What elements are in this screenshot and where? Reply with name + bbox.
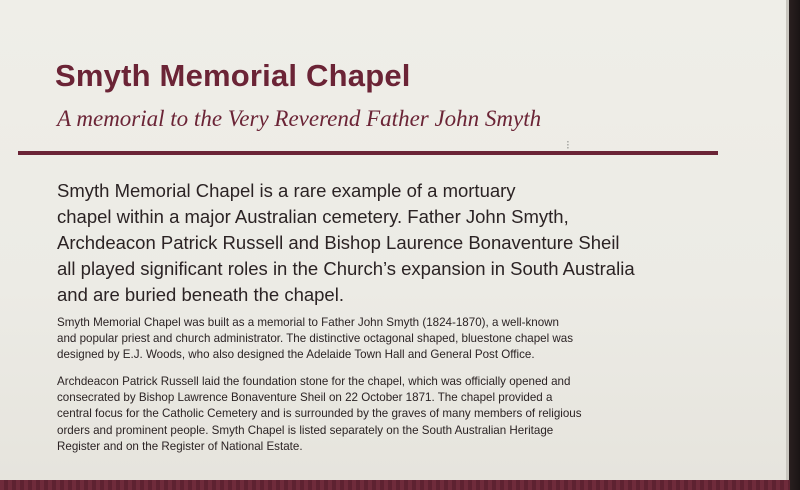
title-divider — [18, 151, 718, 155]
body-line: Smyth Memorial Chapel was built as a memorial to Father John Smyth (1824-1870), a well-known — [57, 316, 559, 329]
body-line: Register and on the Register of National Estate. — [57, 439, 303, 453]
sign-title: Smyth Memorial Chapel — [55, 58, 411, 93]
body-line: Archdeacon Patrick Russell laid the foundation stone for the chapel, which was officially opened and — [57, 375, 571, 388]
body-line: designed by E.J. Woods, who also designed the Adelaide Town Hall and General Post Office. — [57, 348, 535, 362]
body-line: and popular priest and church administrator. The distinctive octagonal shaped, bluestone chapel was — [57, 332, 574, 346]
lead-line: Archdeacon Patrick Russell and Bishop Laurence Bonaventure Sheil — [57, 232, 620, 253]
lead-line: all played significant roles in the Church’s expansion in South Australia — [57, 258, 635, 279]
body-paragraph-2 — [57, 374, 747, 455]
body-line: consecrated by Bishop Lawrence Bonaventure Sheil on 22 October 1871. The chapel provided a — [57, 391, 553, 405]
body-line: central focus for the Catholic Cemetery and is surrounded by the graves of many members of religious — [57, 407, 582, 421]
lead-line: chapel within a major Australian cemetery. Father John Smyth, — [57, 206, 569, 227]
body-paragraph-1 — [57, 315, 747, 364]
lead-line: Smyth Memorial Chapel is a rare example of a mortuary — [57, 180, 516, 201]
body-line: orders and prominent people. Smyth Chapel is listed separately on the South Australian Heritage — [57, 423, 554, 437]
lead-line: and are buried beneath the chapel. — [57, 284, 344, 305]
sign-bottom-band — [0, 480, 790, 490]
sign-subtitle: A memorial to the Very Reverend Father John Smyth — [57, 106, 542, 131]
surface-scratch-mark: ⁝ — [566, 138, 570, 152]
sign-frame-edge — [789, 0, 800, 490]
lead-paragraph — [57, 178, 747, 308]
